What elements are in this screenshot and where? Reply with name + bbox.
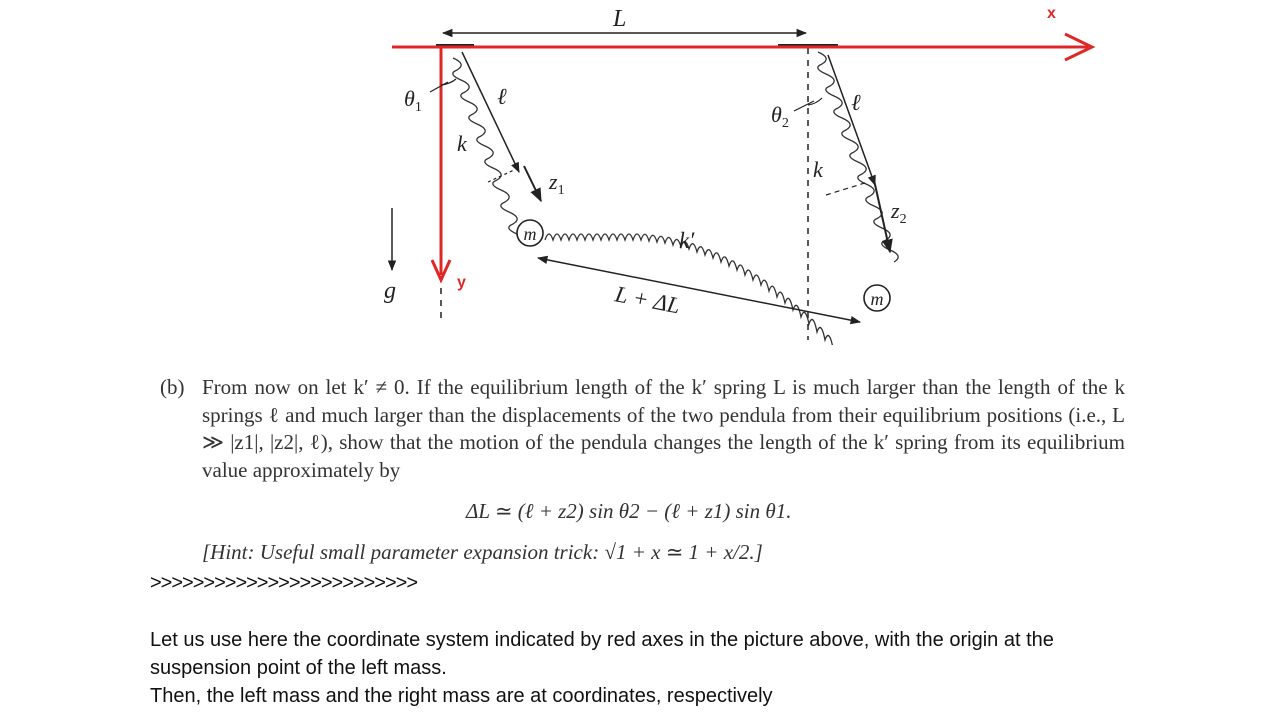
z1-label: $z_1$ <box>549 169 565 198</box>
right-equilibrium-tick <box>826 182 868 195</box>
L-plus-dL-arrow <box>538 258 860 322</box>
z1-subscript: 1 <box>557 183 565 198</box>
theta1-subscript: 1 <box>414 100 422 115</box>
answer-line-2: Then, the left mass and the right mass are at coordinates, respectively <box>150 685 773 707</box>
right-mass-label: m <box>870 289 884 309</box>
ell-left-label: ℓ <box>497 84 507 109</box>
theta2-subscript: 2 <box>781 116 789 131</box>
kprime-label: k′ <box>679 228 695 253</box>
delta-L-equation: ΔL ≃ (ℓ + z2) sin θ2 − (ℓ + z1) sin θ1. <box>466 499 792 523</box>
left-ell-arrow <box>462 52 519 172</box>
pendulum-diagram <box>0 0 1275 345</box>
y-axis-label: y <box>457 274 466 291</box>
z2-label: $z_2$ <box>891 198 907 227</box>
k-left-label: k <box>457 131 467 156</box>
theta1-pointer <box>430 82 448 92</box>
k-right-label: k <box>813 157 823 182</box>
theta2-arc <box>808 98 822 105</box>
right-z2-arrow <box>874 180 890 252</box>
z2-subscript: 2 <box>899 212 907 227</box>
hint-text: [Hint: Useful small parameter expansion trick: √1 + x ≃ 1 + x/2.] <box>202 540 763 564</box>
L-label: L <box>613 6 627 32</box>
ell-right-label: ℓ <box>851 90 861 115</box>
theta1-label: $\theta_1$ <box>404 86 422 115</box>
x-axis-label: x <box>1047 5 1056 22</box>
problem-label: (b) <box>160 375 185 399</box>
theta2-pointer <box>794 101 814 111</box>
left-z1-arrow <box>524 166 541 201</box>
theta2-label: $\theta_2$ <box>771 102 789 131</box>
answer-line-1: Let us use here the coordinate system indicated by red axes in the picture above, with the origin at the suspension point of the left mass. <box>150 629 1054 679</box>
left-equilibrium-tick <box>488 170 514 182</box>
problem-text: From now on let k′ ≠ 0. If the equilibrium length of the k′ spring L is much larger than the length of the k springs ℓ and much larger than the displacements of the two pendula from their equilibrium positions (i.e., L ≫ |z1|, |z2|, ℓ), show that the motion of the pendula changes the length of the k′ spring from its equilibrium value approximately by <box>202 375 1125 482</box>
separator-line: >>>>>>>>>>>>>>>>>>>>>>>>> <box>150 572 417 594</box>
right-ell-arrow <box>828 55 875 185</box>
left-mass-label: m <box>523 224 537 244</box>
problem-statement <box>160 374 1125 484</box>
L-plus-dL-label: L + ΔL <box>613 281 683 319</box>
g-label: g <box>384 278 396 304</box>
answer-text <box>150 626 1150 710</box>
